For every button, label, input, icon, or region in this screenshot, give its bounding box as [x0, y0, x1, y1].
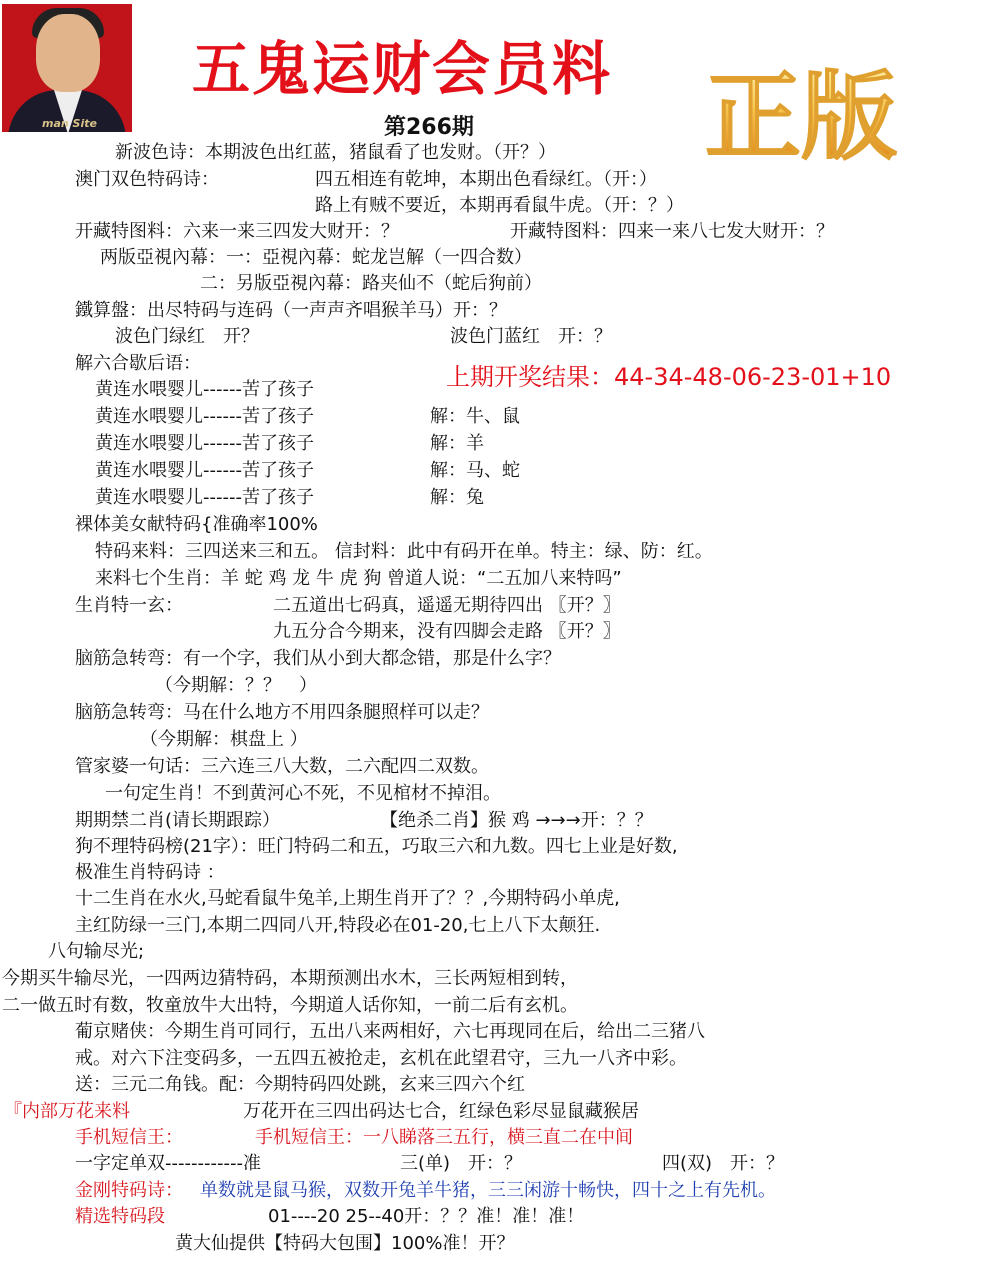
precise-poem-line-1: 十二生肖在水火,马蛇看鼠牛兔羊,上期生肖开了？？,今期特码小单虎, — [75, 888, 620, 909]
goubuli-line: 狗不理特码榜(21字）：旺门特码二和五，巧取三六和九数。四七上业是好数, — [75, 836, 678, 857]
ban-two-zodiac-value: 【绝杀二肖】猴 鸡 →→→开：？？ — [380, 810, 653, 831]
riddle-line: 黄连水喂婴儿------苦了孩子 — [95, 460, 314, 481]
inner-flower-text: 万花开在三四出码达七合，红绿色彩尽显鼠藏猴居 — [243, 1101, 639, 1122]
odd-even-label: 一字定单双------------准 — [75, 1153, 261, 1174]
one-phrase-zodiac: 一句定生肖！不到黄河心不死，不见棺材不掉泪。 — [105, 783, 501, 804]
special-image-right: 开藏特图料：四来一来八七发大财开：？ — [510, 221, 834, 242]
lisboa-gambler-2: 戒。对六下注变码多，一五四五被抢走，玄机在此望君守，三九一八齐中彩。 — [75, 1048, 687, 1069]
lisboa-gambler-1: 葡京赌侠：今期生肖可同行，五出八来两相好，六七再现同在后，给出二三猪八 — [75, 1021, 705, 1042]
precise-poem-line-2: 主红防绿一三门,本期二四同八开,特段必在01-20,七上八下太颠狂. — [75, 915, 601, 936]
wong-tai-sin-line: 黄大仙提供【特码大包围】100%准！开？ — [175, 1233, 515, 1254]
wave-color-poem: 新波色诗：本期波色出红蓝，猪鼠看了也发财。（开？） — [115, 142, 556, 163]
macau-poem-label: 澳门双色特码诗： — [75, 169, 219, 190]
macau-poem-line-2: 路上有贼不要近，本期再看鼠牛虎。（开：？） — [315, 195, 684, 216]
last-draw-result — [446, 362, 891, 392]
portrait-face — [36, 14, 100, 92]
selected-range-text: 01----20 25--40开：？？准！准！准！ — [268, 1206, 585, 1227]
eight-lines-2: 二一做五时有数，牧童放牛大出特，今期道人话你知，一前二后有玄机。 — [2, 995, 578, 1016]
wave-gate-blue-red: 波色门蓝红 开：？ — [450, 326, 612, 347]
macau-poem-line-1: 四五相连有乾坤，本期出色看绿红。（开：） — [315, 169, 657, 190]
riddle-answer: 解：马、蛇 — [430, 460, 520, 481]
authentic-stamp: 正版 — [705, 60, 897, 173]
special-source-line: 特码来料：三四送来三和五。 信封料：此中有码开在单。特主：绿、防：红。 — [95, 541, 713, 562]
photo-caption: man Site — [42, 117, 97, 130]
selected-range-label: 精选特码段 — [75, 1206, 165, 1227]
riddle-answer: 解：兔 — [430, 487, 484, 508]
seven-zodiac-line: 来料七个生肖：羊 蛇 鸡 龙 牛 虎 狗 曾道人说：“二五加八来特吗” — [95, 568, 622, 589]
riddle-answer: 解：牛、鼠 — [430, 406, 520, 427]
issue-number: 第266期 — [384, 115, 474, 140]
riddle-line: 黄连水喂婴儿------苦了孩子 — [95, 487, 314, 508]
riddle-line: 黄连水喂婴儿------苦了孩子 — [95, 379, 314, 400]
riddle-answer: 解：羊 — [430, 433, 484, 454]
inner-flower-label: 『内部万花来料 — [4, 1101, 130, 1122]
wave-gate-green-red: 波色门绿红 开？ — [115, 326, 259, 347]
atv-inside-2: 二：另版亞視內幕：路夹仙不（蛇后狗前） — [200, 273, 542, 294]
portrait-photo — [2, 4, 132, 132]
abacus-line: 鐵算盤：出尽特码与连码（一声声齐唱猴羊马）开：？ — [75, 300, 507, 321]
housekeeper-line: 管家婆一句话：三六连三八大数，二六配四二双数。 — [75, 756, 489, 777]
ban-two-zodiac-label: 期期禁二肖(请长期跟踪） — [75, 810, 281, 831]
precise-poem-heading: 极准生肖特码诗 ： — [75, 862, 225, 883]
accuracy-line: 裸体美女献特码{准确率100% — [75, 514, 318, 535]
riddle-line: 黄连水喂婴儿------苦了孩子 — [95, 406, 314, 427]
odd-option: 三(单) 开：？ — [400, 1153, 523, 1174]
result-numbers: 44-34-48-06-23-01+10 — [614, 363, 892, 391]
brain-teaser-2: 脑筋急转弯：马在什么地方不用四条腿照样可以走？ — [75, 702, 489, 723]
diamond-poem-text: 单数就是鼠马猴，双数开兔羊牛猪，三三闲游十畅快，四十之上有先机。 — [200, 1180, 776, 1201]
sms-king-text: 手机短信王：一八睇落三五行，横三直二在中间 — [255, 1127, 633, 1148]
zodiac-mystery-line-1: 二五道出七码真，遥遥无期待四出 〖开？〗 — [273, 595, 621, 616]
zodiac-mystery-line-2: 九五分合今期来，没有四脚会走路 〖开？〗 — [273, 621, 621, 642]
riddle-heading: 解六合歇后语： — [75, 353, 201, 374]
diamond-poem-label: 金刚特码诗： — [75, 1180, 183, 1201]
brain-teaser-1: 脑筋急转弯：有一个字，我们从小到大都念错，那是什么字？ — [75, 648, 561, 669]
zodiac-mystery-label: 生肖特一玄： — [75, 595, 183, 616]
result-label: 上期开奖结果： — [446, 363, 614, 391]
eight-lines-1: 今期买牛输尽光，一四两边猜特码，本期预测出水木，三长两短相到转， — [2, 968, 578, 989]
sms-king-label: 手机短信王： — [75, 1127, 183, 1148]
page-title: 五鬼运财会员料 — [192, 35, 613, 103]
atv-inside-1: 两版亞視內幕：一：亞視內幕：蛇龙岂解（一四合数） — [100, 247, 532, 268]
eight-lines-heading: 八句输尽光; — [48, 941, 145, 962]
special-image-left: 开藏特图料：六来一来三四发大财开：？ — [75, 221, 399, 242]
brain-teaser-2-answer: （今期解：棋盘上 ） — [140, 729, 308, 750]
gift-line: 送：三元二角钱。配：今期特码四处跳，玄来三四六个红 — [75, 1074, 525, 1095]
riddle-line: 黄连水喂婴儿------苦了孩子 — [95, 433, 314, 454]
even-option: 四(双) 开：？ — [662, 1153, 785, 1174]
brain-teaser-1-answer: （今期解：？？ ） — [155, 675, 317, 696]
